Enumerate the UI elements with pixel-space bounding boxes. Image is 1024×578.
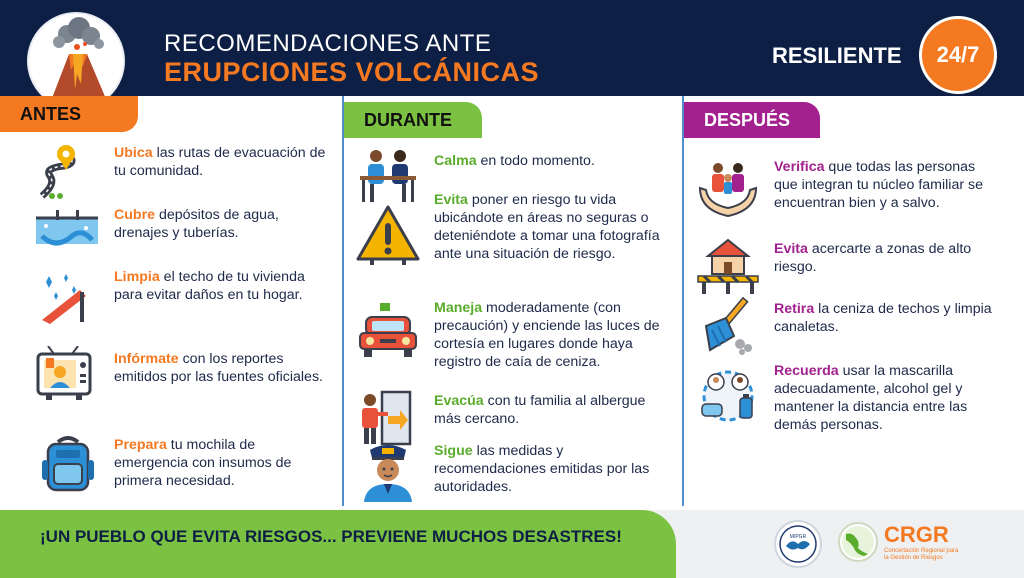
item-text: depósitos de agua, drenajes y tuberías.	[114, 207, 279, 241]
item-text: usar la mascarilla adecuadamente, alcohol gel y mantener la distancia entre las demás personas.	[774, 363, 968, 433]
list-item	[696, 158, 994, 220]
keyword: Maneja	[434, 300, 483, 316]
list-item	[696, 296, 994, 356]
tab-durante: DURANTE	[344, 102, 482, 138]
car-icon	[356, 303, 412, 363]
item-text: las medidas y recomendaciones emitidas por las autoridades.	[434, 443, 650, 495]
column-despues	[682, 96, 1024, 506]
item-text: con tu familia al albergue más cercano.	[434, 393, 646, 427]
badge-24-7: 24/7	[919, 16, 997, 94]
list-item	[36, 206, 326, 266]
list-item	[36, 434, 326, 494]
header-banner	[0, 0, 1024, 96]
item-text: la ceniza de techos y limpia canaletas.	[774, 301, 992, 335]
keyword: Evita	[434, 192, 468, 208]
crgr-name: CRGR	[884, 522, 949, 547]
police-officer-icon	[356, 442, 412, 502]
keyword: Retira	[774, 301, 815, 317]
list-item	[36, 144, 326, 204]
keyword: Limpia	[114, 269, 160, 285]
keyword: Sigue	[434, 443, 473, 459]
crgr-subtitle: Concertación Regional para la Gestión de Riesgos	[884, 548, 959, 561]
brand-resiliente: RESILIENTE	[772, 43, 902, 68]
mask-sanitizer-icon	[696, 366, 760, 426]
keyword: Recuerda	[774, 363, 839, 379]
slogan-banner	[0, 510, 676, 578]
list-item	[36, 346, 326, 406]
list-item	[356, 388, 674, 448]
list-item	[356, 299, 674, 371]
item-text: con los reportes emitidos por las fuentes oficiales.	[114, 351, 323, 385]
item-text: tu mochila de emergencia con insumos de primera necesidad.	[114, 437, 292, 489]
broom-icon	[696, 296, 760, 356]
slogan: ¡UN PUEBLO QUE EVITA RIESGOS... PREVIENE MUCHOS DESASTRES!	[40, 527, 622, 546]
backpack-icon	[36, 434, 100, 494]
keyword: Calma	[434, 153, 477, 169]
title-line2: ERUPCIONES VOLCÁNICAS	[164, 57, 540, 87]
item-text: poner en riesgo tu vida ubicándote en áreas no seguras o deteniéndote a tomar una fotografía ante una situación de riesgo.	[434, 192, 660, 262]
item-text: en todo momento.	[476, 153, 595, 169]
item-text: moderadamente (con precaución) y enciende las luces de cortesía en lugares donde haya registro de caía de ceniza.	[434, 300, 660, 370]
item-text: que todas las personas que integran tu núcleo familiar se encuentran bien y a salvo.	[774, 159, 983, 211]
evacuation-door-icon	[356, 388, 412, 448]
keyword: Cubre	[114, 207, 155, 223]
roof-ash-icon	[36, 268, 100, 328]
list-item	[356, 191, 674, 265]
keyword: Verifica	[774, 159, 825, 175]
keyword: Evacúa	[434, 393, 484, 409]
family-hands-icon	[696, 160, 760, 220]
keyword: Ubica	[114, 145, 153, 161]
tv-news-icon	[36, 346, 100, 406]
title-line1: RECOMENDACIONES ANTE	[164, 30, 492, 57]
column-antes	[0, 96, 340, 506]
mipgr-logo	[774, 520, 822, 568]
mipgr-text: MIPGR	[789, 534, 807, 540]
route-pin-icon	[36, 144, 100, 204]
keyword: Infórmate	[114, 351, 179, 367]
tab-antes: ANTES	[0, 96, 138, 132]
warning-sign-icon	[356, 205, 412, 265]
house-barrier-icon	[696, 236, 760, 296]
list-item	[696, 362, 994, 434]
item-text: el techo de tu vivienda para evitar daños en tu hogar.	[114, 269, 305, 303]
item-text: las rutas de evacuación de tu comunidad.	[114, 145, 326, 179]
list-item	[36, 268, 326, 328]
column-durante	[342, 96, 680, 506]
footer	[0, 510, 1024, 578]
list-item	[696, 236, 994, 296]
water-pipes-icon	[36, 206, 100, 266]
crgr-globe-icon	[838, 522, 878, 562]
item-text: acercarte a zonas de alto riesgo.	[774, 241, 972, 275]
keyword: Prepara	[114, 437, 167, 453]
keyword: Evita	[774, 241, 808, 257]
list-item	[356, 442, 674, 502]
tab-despues: DESPUÉS	[684, 102, 820, 138]
